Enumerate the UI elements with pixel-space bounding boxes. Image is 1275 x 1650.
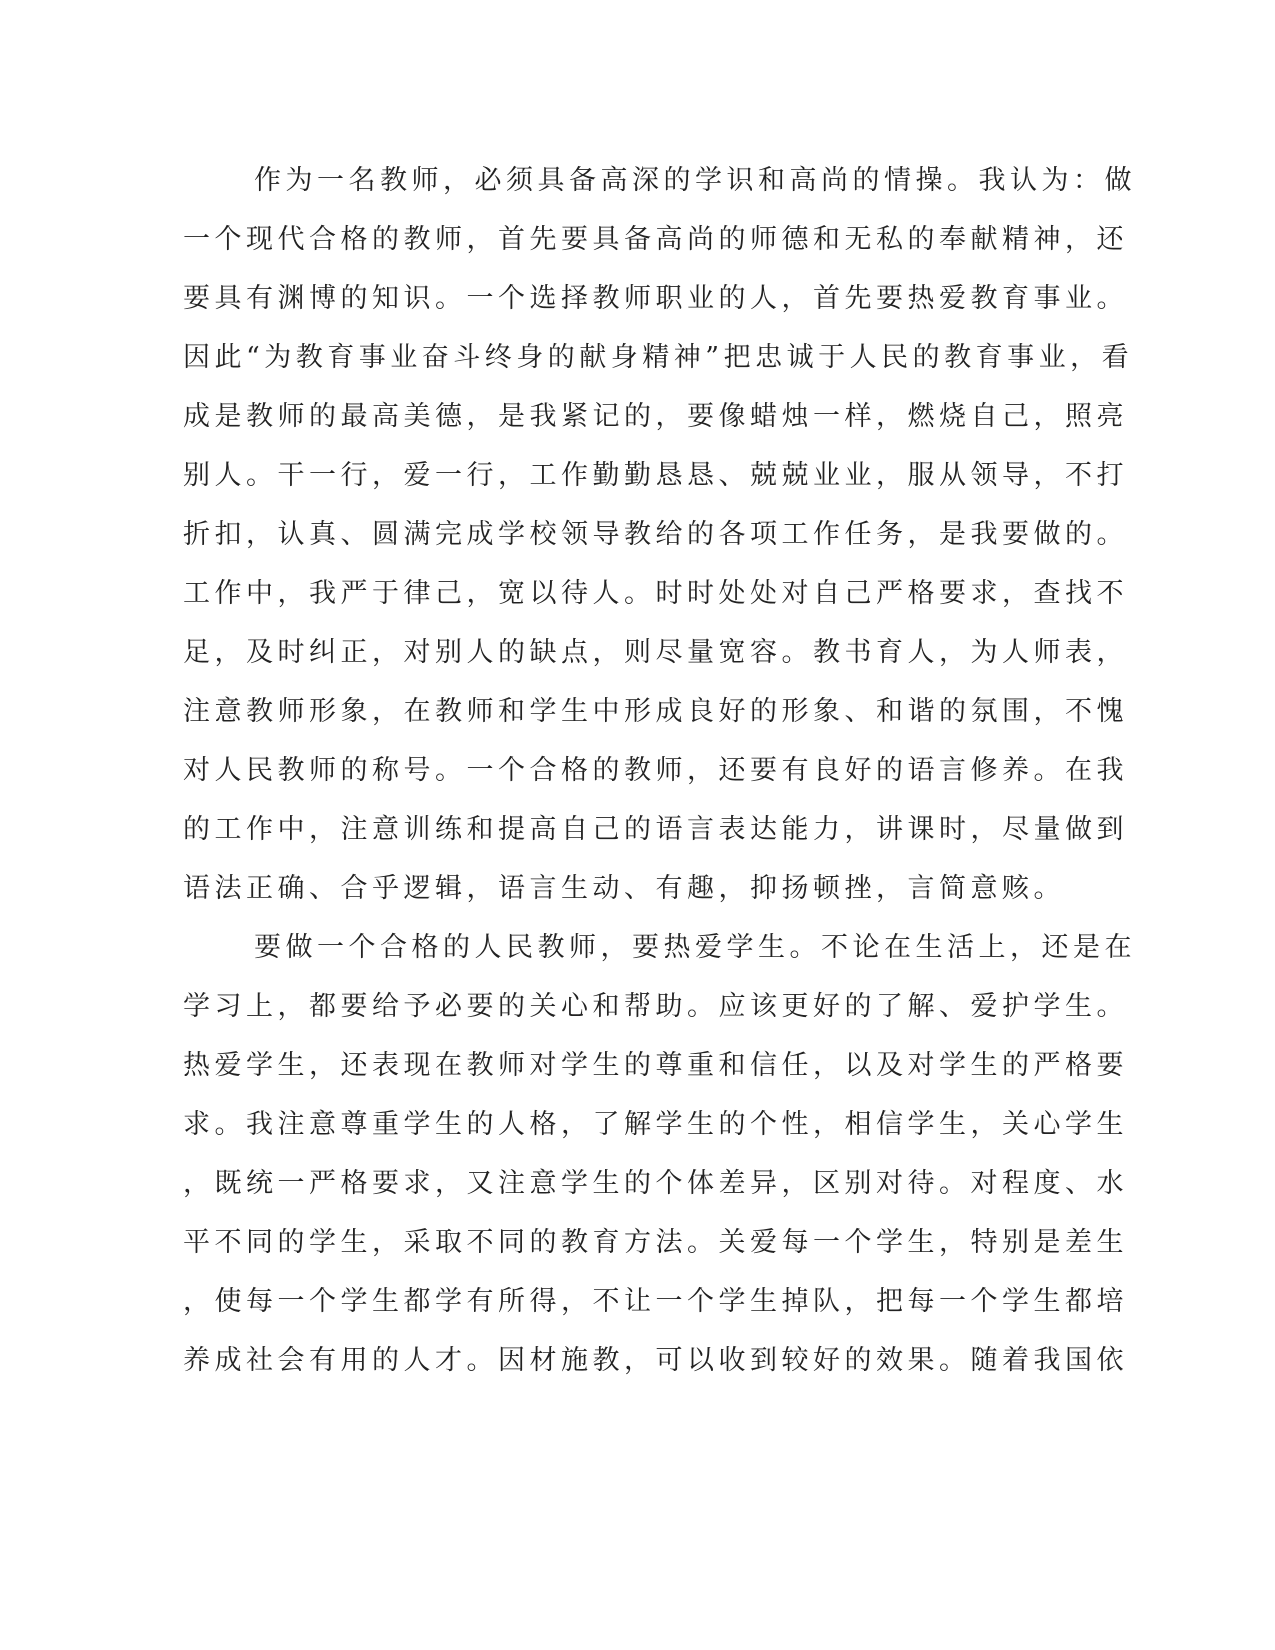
text-line: 学习上，都要给予必要的关心和帮助。应该更好的了解、爱护学生。 [183,991,1128,1022]
text-line: 工作中，我严于律己，宽以待人。时时处处对自己严格要求，查找不 [183,578,1128,609]
text-line: 对人民教师的称号。一个合格的教师，还要有良好的语言修养。在我 [183,755,1128,786]
text-line: 成是教师的最高美德，是我紧记的，要像蜡烛一样，燃烧自己，照亮 [183,401,1128,432]
text-line: 求。我注意尊重学生的人格，了解学生的个性，相信学生，关心学生 [183,1109,1128,1140]
text-line: 足，及时纠正，对别人的缺点，则尽量宽容。教书育人，为人师表， [183,637,1128,668]
text-line: 养成社会有用的人才。因材施教，可以收到较好的效果。随着我国依 [183,1345,1128,1376]
text-line: 要做一个合格的人民教师，要热爱学生。不论在生活上，还是在 [254,932,1136,963]
text-line: 语法正确、合乎逻辑，语言生动、有趣，抑扬顿挫，言简意赅。 [183,873,1065,904]
text-line: 作为一名教师，必须具备高深的学识和高尚的情操。我认为：做 [254,165,1136,196]
text-line: 热爱学生，还表现在教师对学生的尊重和信任，以及对学生的严格要 [183,1050,1128,1081]
text-line: 一个现代合格的教师，首先要具备高尚的师德和无私的奉献精神，还 [183,224,1128,255]
text-line: 别人。干一行，爱一行，工作勤勤恳恳、兢兢业业，服从领导，不打 [183,460,1128,491]
text-line: 注意教师形象，在教师和学生中形成良好的形象、和谐的氛围，不愧 [183,696,1128,727]
text-line: 平不同的学生，采取不同的教育方法。关爱每一个学生，特别是差生 [183,1227,1128,1258]
text-line: ，既统一严格要求，又注意学生的个体差异，区别对待。对程度、水 [183,1168,1128,1199]
text-line: 要具有渊博的知识。一个选择教师职业的人，首先要热爱教育事业。 [183,283,1128,314]
text-line: ，使每一个学生都学有所得，不让一个学生掉队，把每一个学生都培 [183,1286,1128,1317]
text-line: 折扣，认真、圆满完成学校领导教给的各项工作任务，是我要做的。 [183,519,1128,550]
text-line: 因此“为教育事业奋斗终身的献身精神”把忠诚于人民的教育事业，看 [183,342,1134,373]
text-line: 的工作中，注意训练和提高自己的语言表达能力，讲课时，尽量做到 [183,814,1128,845]
